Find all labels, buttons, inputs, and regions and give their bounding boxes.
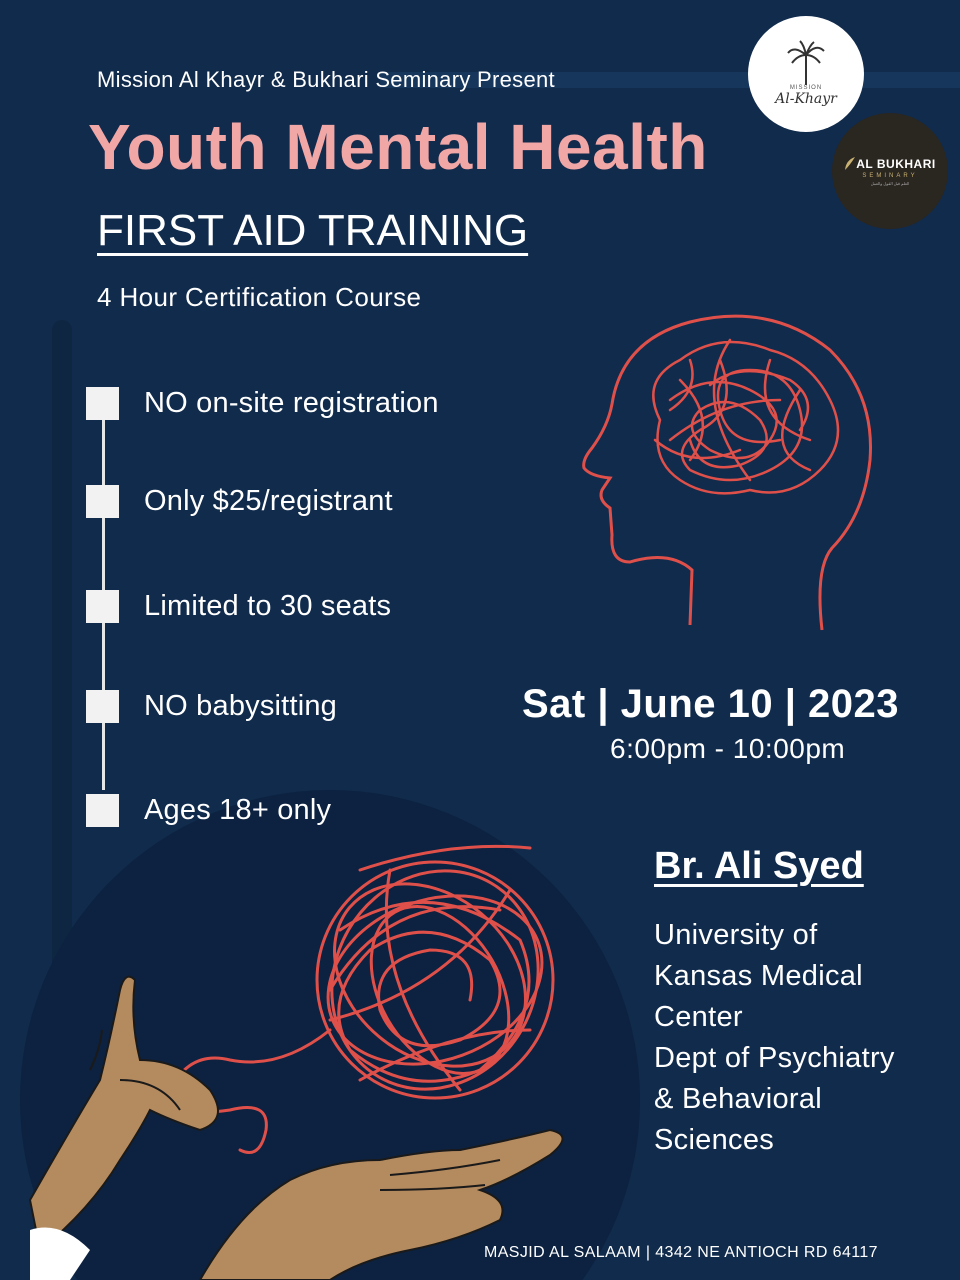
speaker-name: Br. Ali Syed	[654, 845, 864, 887]
logo-line2: SEMINARY	[862, 172, 918, 179]
list-item	[86, 590, 391, 623]
list-item	[86, 387, 439, 420]
list-item	[86, 485, 393, 518]
list-item-label: NO on-site registration	[144, 387, 439, 419]
logo-line3: العلم قبل القول والعمل	[870, 180, 910, 186]
checkbox-square	[86, 794, 119, 827]
mission-al-khayr-logo	[748, 16, 864, 132]
quill-icon	[844, 157, 856, 171]
checkbox-square	[86, 590, 119, 623]
presenter-line: Mission Al Khayr & Bukhari Seminary Present	[97, 67, 555, 92]
subtitle: FIRST AID TRAINING	[97, 206, 529, 255]
checkbox-square	[86, 690, 119, 723]
bukhari-seminary-logo	[832, 113, 948, 229]
list-item-label: Only $25/registrant	[144, 485, 393, 517]
speaker-affiliation	[654, 915, 895, 1161]
affiliation-line: Dept of Psychiatry	[654, 1042, 895, 1074]
logo-tag: MISSION	[789, 85, 823, 91]
list-item-label: Limited to 30 seats	[144, 590, 392, 622]
list-item	[86, 690, 337, 723]
palm-tree-icon	[786, 41, 826, 85]
logo-line1: AL BUKHARI	[856, 156, 936, 171]
list-item-label: Ages 18+ only	[144, 794, 332, 826]
checkbox-square	[86, 485, 119, 518]
affiliation-line: & Behavioral	[654, 1083, 823, 1115]
certification-note: 4 Hour Certification Course	[97, 282, 422, 312]
event-date: Sat | June 10 | 2023	[522, 682, 900, 726]
page-title: Youth Mental Health	[88, 111, 708, 183]
venue-footer: MASJID AL SALAAM | 4342 NE ANTIOCH RD 64117	[484, 1244, 878, 1261]
affiliation-line: Sciences	[654, 1124, 775, 1156]
affiliation-line: Center	[654, 1001, 743, 1033]
hands-yarn-illustration	[30, 830, 590, 1280]
affiliation-line: University of	[654, 919, 818, 951]
affiliation-line: Kansas Medical	[654, 960, 863, 992]
event-time: 6:00pm - 10:00pm	[610, 733, 846, 764]
head-brain-illustration	[570, 300, 910, 630]
checkbox-square	[86, 387, 119, 420]
logo-name: Al-Khayr	[775, 91, 837, 107]
list-item-label: NO babysitting	[144, 690, 337, 722]
list-item	[86, 794, 331, 827]
